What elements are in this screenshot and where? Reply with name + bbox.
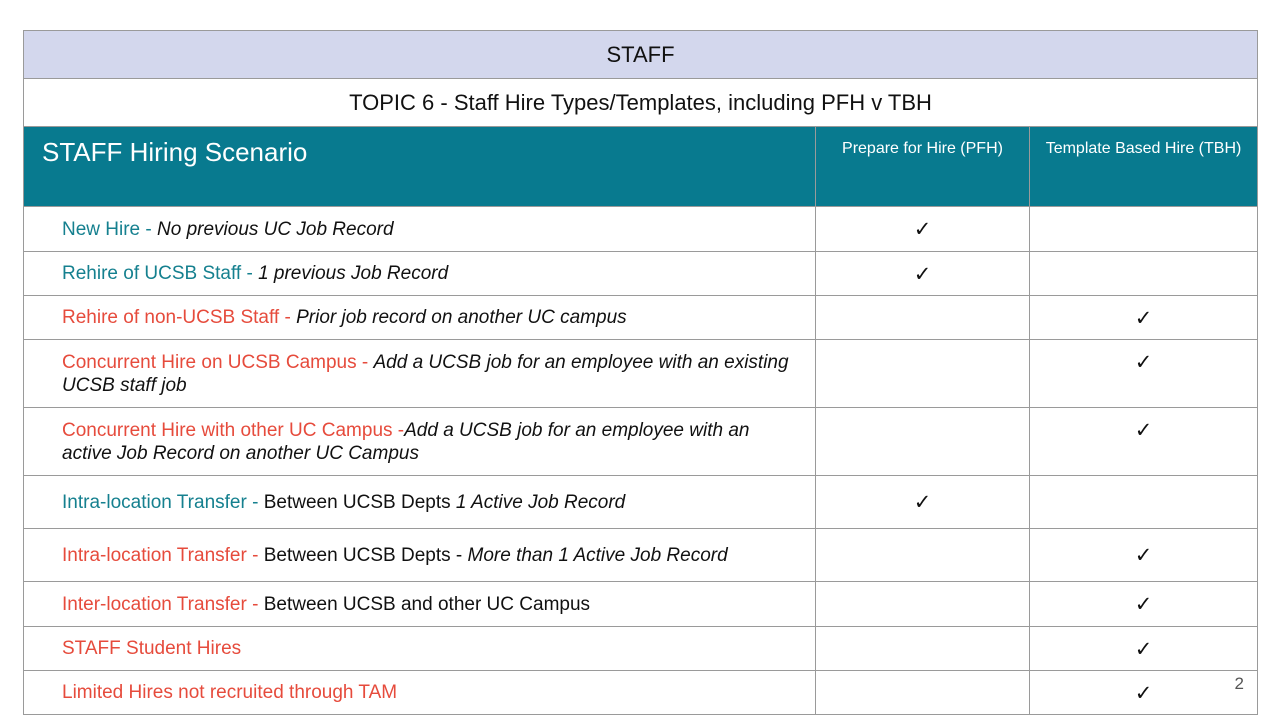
col-header-pfh: Prepare for Hire (PFH) (816, 127, 1030, 207)
tbh-cell (1030, 627, 1258, 671)
scenario-cell (24, 582, 816, 627)
scenario-cell (24, 529, 816, 582)
staff-header-row (24, 31, 1258, 79)
topic-row (24, 79, 1258, 127)
pfh-cell (816, 296, 1030, 340)
scenario-cell (24, 252, 816, 296)
scenario-label: Inter-location Transfer - (62, 593, 264, 615)
check-mark-icon: ✓ (1134, 636, 1153, 661)
scenario-extra: Between UCSB Depts (263, 491, 456, 513)
check-mark-icon: ✓ (1134, 680, 1153, 705)
table-row (24, 476, 1258, 529)
check-mark-icon: ✓ (1134, 592, 1153, 616)
scenario-label: Rehire of UCSB Staff - (62, 263, 259, 284)
table-row (24, 207, 1258, 252)
table-row (24, 252, 1258, 296)
scenario-detail: 1 previous Job Record (258, 263, 449, 284)
pfh-cell (816, 476, 1030, 529)
col-header-tbh: Template Based Hire (TBH) (1030, 127, 1258, 207)
check-mark-icon: ✓ (1134, 543, 1153, 567)
pfh-cell (816, 252, 1030, 296)
tbh-cell (1030, 529, 1258, 582)
column-header-row (24, 127, 1258, 207)
table-row (24, 582, 1258, 627)
pfh-cell (816, 529, 1030, 582)
scenario-cell (24, 296, 816, 340)
scenario-cell (24, 408, 816, 476)
scenario-detail: Add a UCSB job for an employee with an existing UCSB staff job (62, 351, 789, 396)
tbh-cell (1030, 207, 1258, 252)
scenario-detail: No previous UC Job Record (157, 218, 394, 240)
tbh-cell (1030, 671, 1258, 715)
table-row (24, 340, 1258, 408)
hire-types-table (23, 30, 1258, 715)
scenario-detail: More than 1 Active Job Record (467, 544, 728, 566)
scenario-cell (24, 207, 816, 252)
tbh-cell (1030, 582, 1258, 627)
pfh-cell (816, 340, 1030, 408)
tbh-cell (1030, 408, 1258, 476)
scenario-label: Intra-location Transfer - (62, 544, 264, 566)
scenario-label: Limited Hires not recruited through TAM (62, 682, 398, 703)
scenario-detail: Prior job record on another UC campus (296, 307, 627, 328)
pfh-cell (816, 408, 1030, 476)
col-header-scenario: STAFF Hiring Scenario (24, 127, 816, 207)
check-mark-icon: ✓ (1134, 350, 1153, 374)
pfh-cell (816, 671, 1030, 715)
check-mark-icon: ✓ (913, 490, 932, 514)
scenario-cell (24, 476, 816, 529)
scenario-extra: Between UCSB Depts - (263, 544, 468, 566)
check-mark-icon: ✓ (913, 261, 932, 286)
scenario-label: Concurrent Hire on UCSB Campus - (62, 351, 374, 373)
pfh-cell (816, 627, 1030, 671)
scenario-cell (24, 627, 816, 671)
scenario-extra: Between UCSB and other UC Campus (263, 593, 591, 615)
scenario-detail: 1 Active Job Record (455, 491, 626, 513)
page-number: 2 (1234, 674, 1244, 693)
scenario-cell (24, 340, 816, 408)
check-mark-icon: ✓ (913, 217, 932, 241)
staff-title: STAFF (24, 31, 1258, 79)
tbh-cell (1030, 340, 1258, 408)
table-row (24, 296, 1258, 340)
pfh-cell (816, 207, 1030, 252)
scenario-detail: Add a UCSB job for an employee with an active Job Record on another UC Campus (62, 419, 750, 464)
scenario-label: STAFF Student Hires (62, 638, 242, 659)
tbh-cell (1030, 476, 1258, 529)
tbh-cell (1030, 296, 1258, 340)
check-mark-icon: ✓ (1134, 418, 1153, 442)
table-row (24, 408, 1258, 476)
table-row (24, 671, 1258, 715)
scenario-label: New Hire - (62, 218, 158, 240)
table-row (24, 627, 1258, 671)
scenario-label: Rehire of non-UCSB Staff - (62, 307, 297, 328)
pfh-cell (816, 582, 1030, 627)
check-mark-icon: ✓ (1134, 306, 1153, 330)
scenario-label: Concurrent Hire with other UC Campus - (62, 419, 405, 441)
scenario-label: Intra-location Transfer - (62, 491, 264, 513)
topic-title: TOPIC 6 - Staff Hire Types/Templates, including PFH v TBH (24, 79, 1258, 127)
scenario-cell (24, 671, 816, 715)
tbh-cell (1030, 252, 1258, 296)
table-row (24, 529, 1258, 582)
